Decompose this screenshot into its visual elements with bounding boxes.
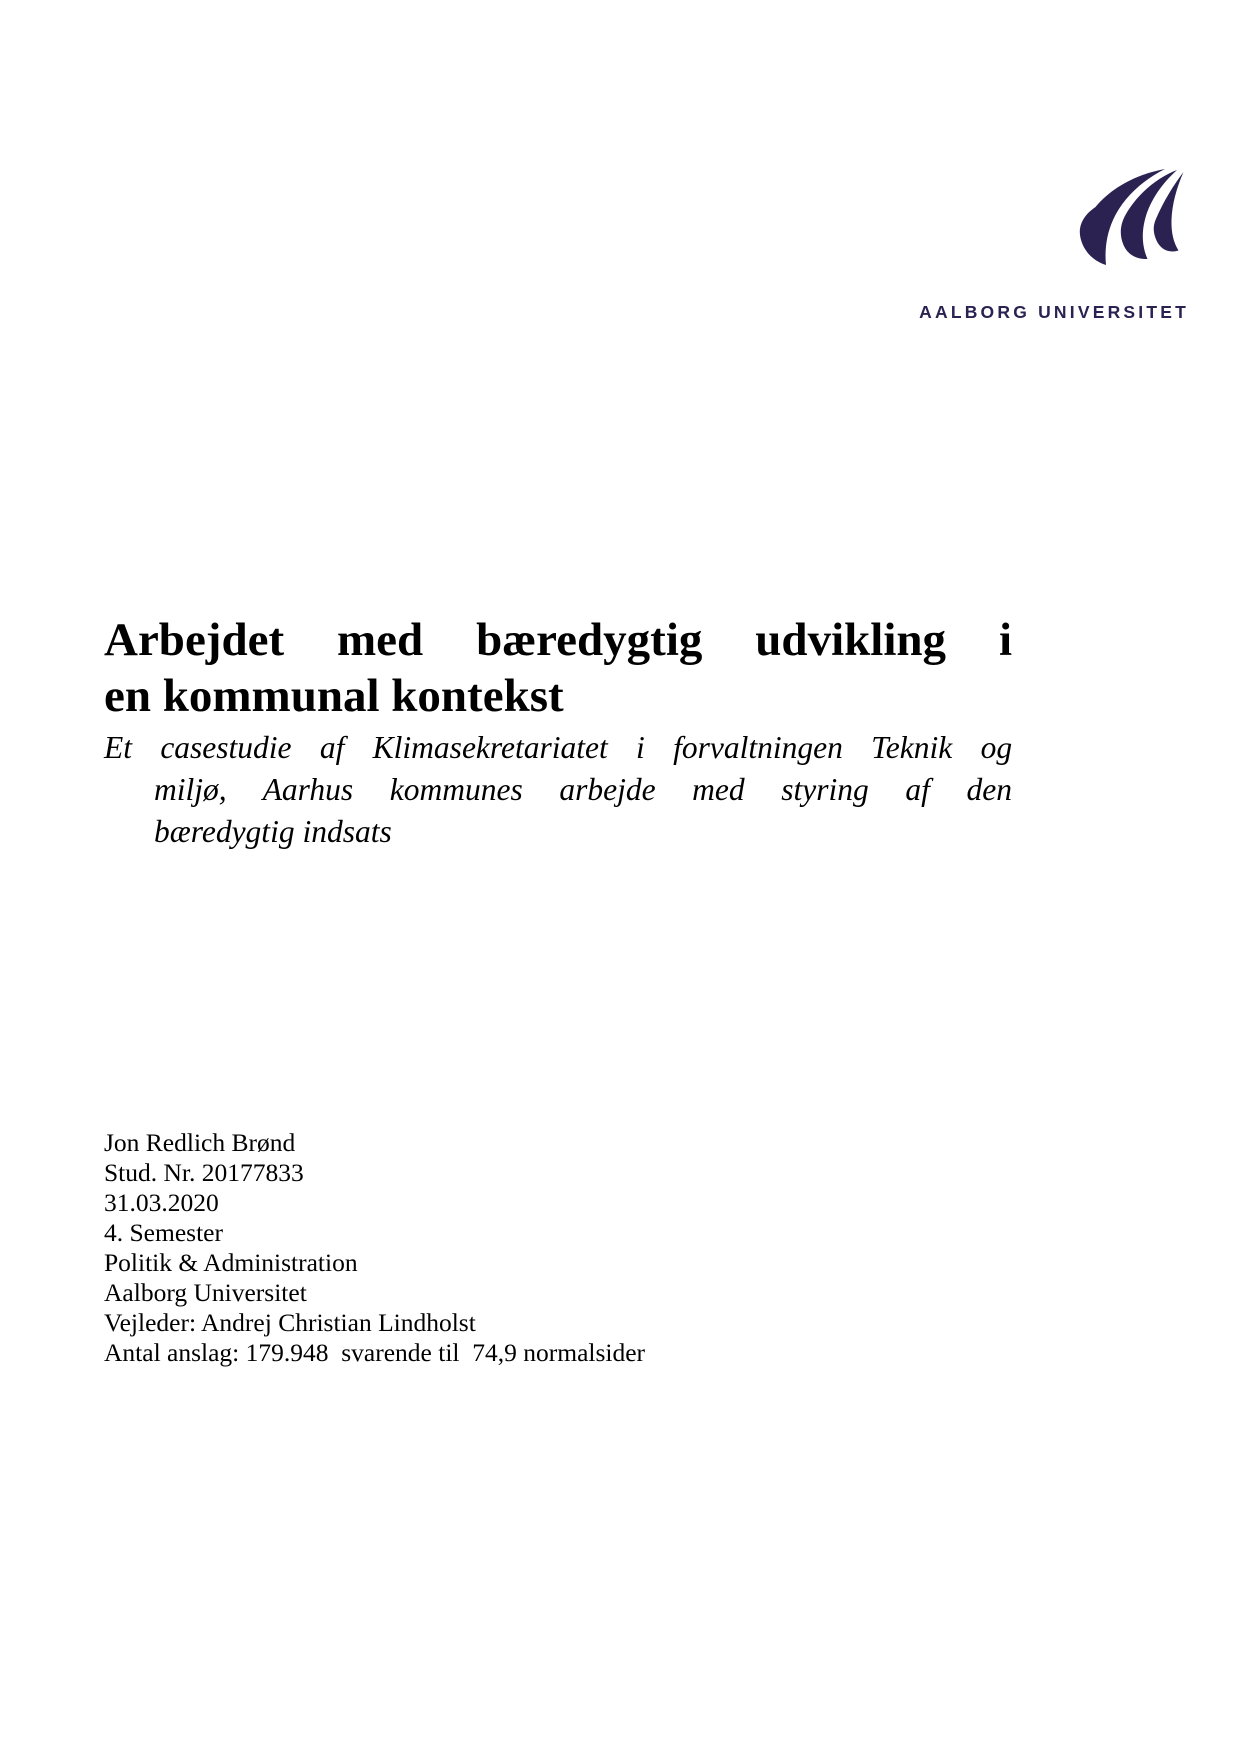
- subtitle-line-2: [154, 769, 1012, 811]
- subtitle-word: forvaltningen: [673, 729, 843, 765]
- title-word: udvikling: [755, 614, 947, 666]
- meta-student-number: Stud. Nr. 20177833: [104, 1157, 304, 1187]
- title-word: i: [998, 614, 1012, 666]
- subtitle-word: arbejde: [559, 771, 656, 807]
- meta-date: 31.03.2020: [104, 1187, 219, 1217]
- title-word: med: [337, 614, 424, 666]
- title-line-2: en kommunal kontekst: [104, 670, 564, 723]
- meta-supervisor: Vejleder: Andrej Christian Lindholst: [104, 1307, 476, 1337]
- aalborg-university-logo-mark: [1025, 168, 1185, 280]
- university-wordmark: AALBORG UNIVERSITET: [919, 302, 1189, 322]
- subtitle-word: med: [692, 771, 745, 807]
- title-line-1: [104, 612, 1012, 668]
- title-word: bæredygtig: [476, 614, 703, 666]
- subtitle-word: Klimasekretariatet: [372, 729, 608, 765]
- meta-institution: Aalborg Universitet: [104, 1277, 307, 1307]
- subtitle-word: og: [980, 729, 1013, 765]
- subtitle-word: af: [319, 729, 345, 765]
- page-title: [104, 612, 1012, 725]
- subtitle-word: i: [636, 729, 645, 765]
- title-section: [104, 612, 1012, 852]
- subtitle-line-3: bæredygtig indsats: [154, 813, 392, 849]
- author-metadata-block: [104, 1128, 864, 1368]
- subtitle-word: af: [905, 771, 930, 807]
- meta-author-name: Jon Redlich Brønd: [104, 1128, 296, 1157]
- subtitle-word: styring: [781, 771, 869, 807]
- meta-semester: 4. Semester: [104, 1217, 223, 1247]
- subtitle-word: miljø,: [154, 771, 227, 807]
- subtitle-word: Teknik: [871, 729, 953, 765]
- title-word: Arbejdet: [104, 614, 285, 666]
- university-logo: [873, 168, 1193, 323]
- subtitle-word: kommunes: [389, 771, 523, 807]
- subtitle-word: Et: [104, 729, 132, 765]
- subtitle-word: Aarhus: [262, 771, 354, 807]
- subtitle-line-1: [104, 727, 1012, 769]
- meta-programme: Politik & Administration: [104, 1247, 358, 1277]
- subtitle-word: den: [966, 771, 1012, 807]
- meta-character-count: Antal anslag: 179.948 svarende til 74,9 normalsider: [104, 1337, 646, 1367]
- subtitle-word: casestudie: [160, 729, 292, 765]
- page-subtitle: [104, 727, 1012, 853]
